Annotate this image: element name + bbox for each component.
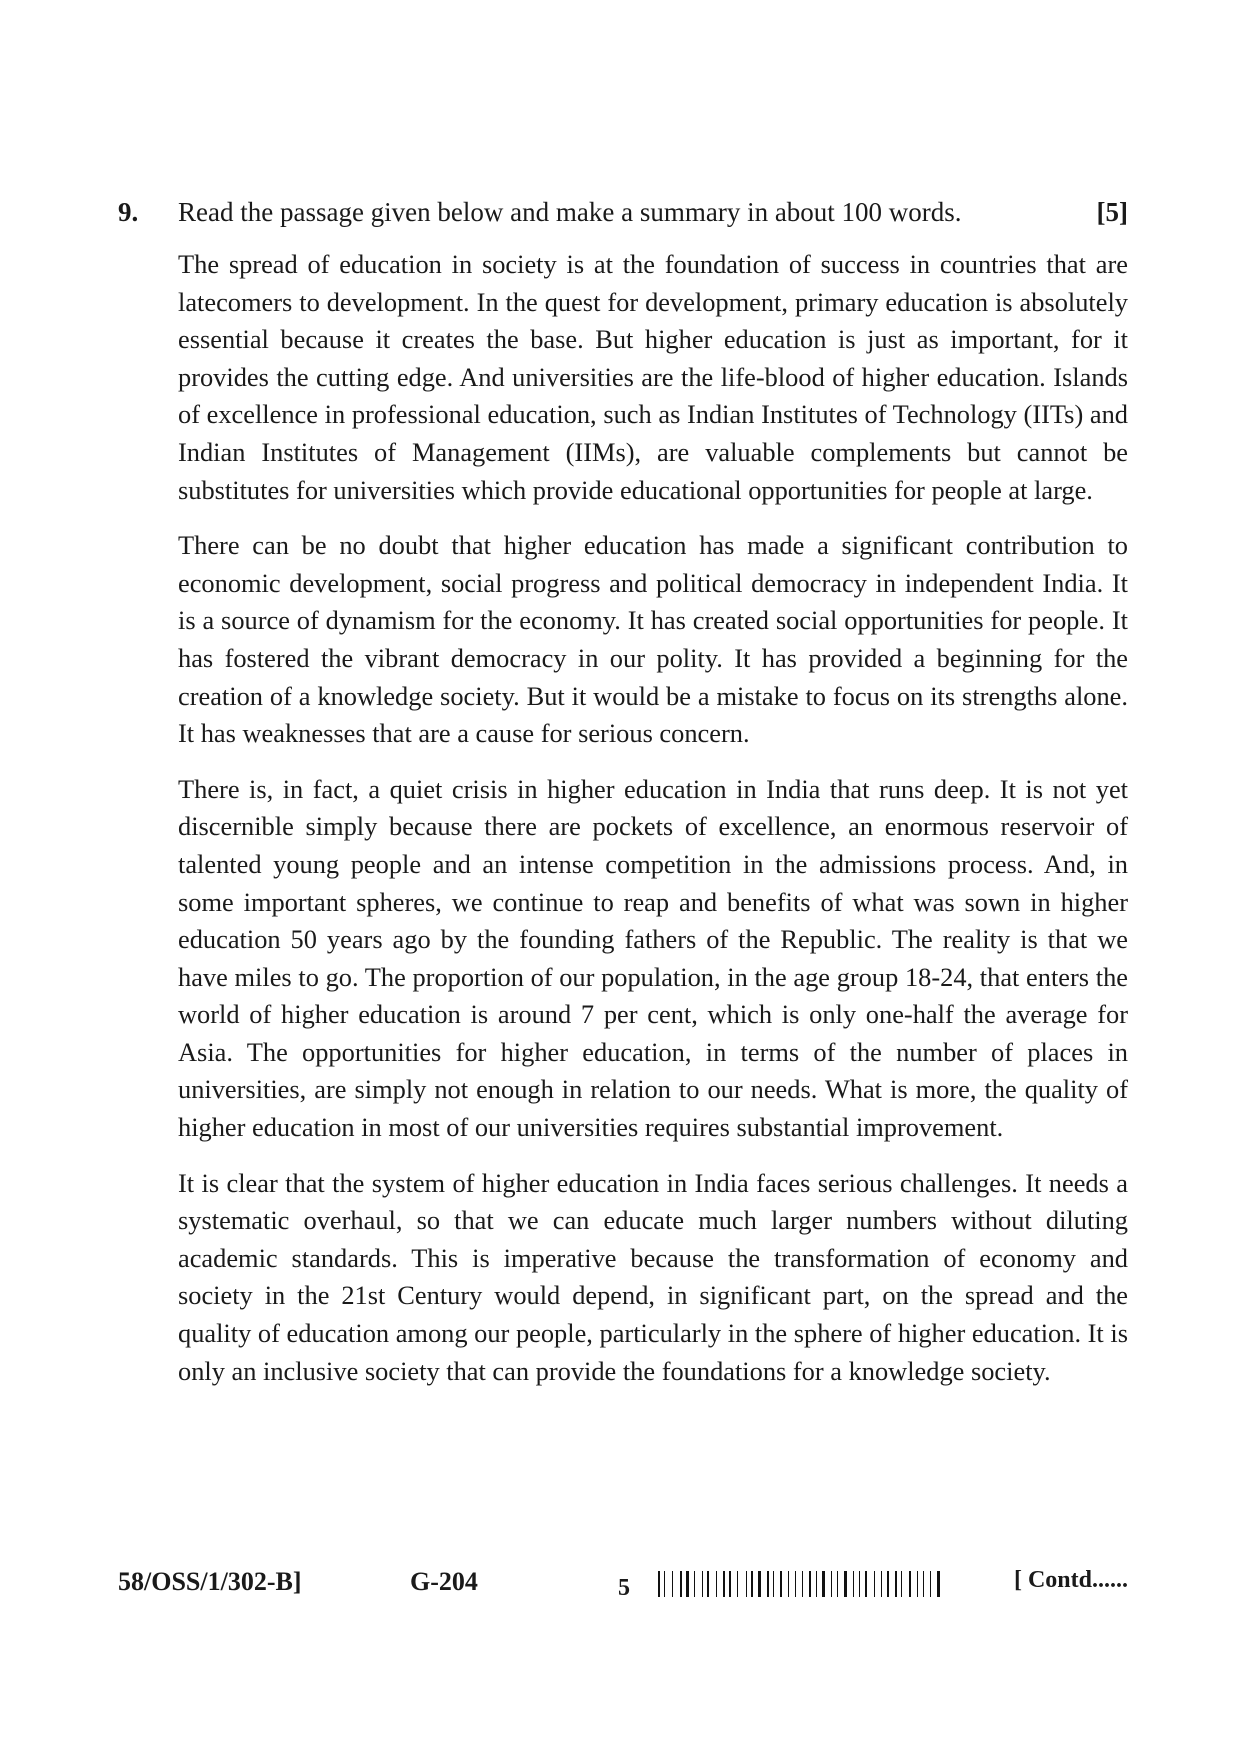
- barcode: [658, 1571, 1006, 1597]
- question-header: [118, 192, 1128, 232]
- question-number: 9.: [118, 197, 139, 227]
- question-9: [118, 192, 1128, 1386]
- passage-paragraph-1: The spread of education in society is at the foundation of success in countries that are latecomers to development. In the quest for development, primary education is absolutely essential because it creates the base. But higher education is just as important, for it provides the cutting edge. And universities are the life-blood of higher education. Islands of excellence in professional education, such as Indian Institutes of Technology (IITs) and Indian Institutes of Management (IIMs), are valuable complements but cannot be substitutes for universities which provide educational opportunities for people at large.: [178, 249, 1128, 505]
- series-code: G-204: [410, 1567, 478, 1596]
- page-footer: [118, 1565, 1128, 1609]
- question-prompt: Read the passage given below and make a summary in about 100 words.: [178, 197, 962, 227]
- page-number: 5: [618, 1575, 630, 1601]
- passage-paragraph-4: It is clear that the system of higher education in India faces serious challenges. It needs a systematic overhaul, so that we can educate much larger numbers without diluting academic standards. This is imperative because the transformation of economy and society in the 21st Century would depend, in significant part, on the spread and the quality of education among our people, particularly in the sphere of higher education. It is only an inclusive society that can provide the foundations for a knowledge society.: [178, 1167, 1128, 1386]
- continued-label: [ Contd......: [1013, 1567, 1128, 1593]
- passage-paragraph-3: There is, in fact, a quiet crisis in higher education in India that runs deep. It is not yet discernible simply because there are pockets of excellence, an enormous reservoir of talented young people and an intense competition in the admissions process. And, in some important spheres, we continue to reap and benefits of what was sown in higher education 50 years ago by the founding fathers of the Republic. The reality is that we have miles to go. The proportion of our population, in the age group 18-24, that enters the world of higher education is around 7 per cent, which is only one-half the average for Asia. The opportunities for higher education, in terms of the number of places in universities, are simply not enough in relation to our needs. What is more, the quality of higher education in most of our universities requires substantial improvement.: [178, 773, 1128, 1143]
- passage-paragraph-2: There can be no doubt that higher education has made a significant contribution to economic development, social progress and political democracy in independent India. It is a source of dynamism for the economy. It has created social opportunities for people. It has fostered the vibrant democracy in our polity. It has provided a beginning for the creation of a knowledge society. But it would be a mistake to focus on its strengths alone. It has weaknesses that are a cause for serious concern.: [178, 530, 1128, 749]
- passage: [178, 246, 1128, 1408]
- paper-code: 58/OSS/1/302-B]: [118, 1567, 302, 1596]
- question-marks: [5]: [1096, 197, 1128, 227]
